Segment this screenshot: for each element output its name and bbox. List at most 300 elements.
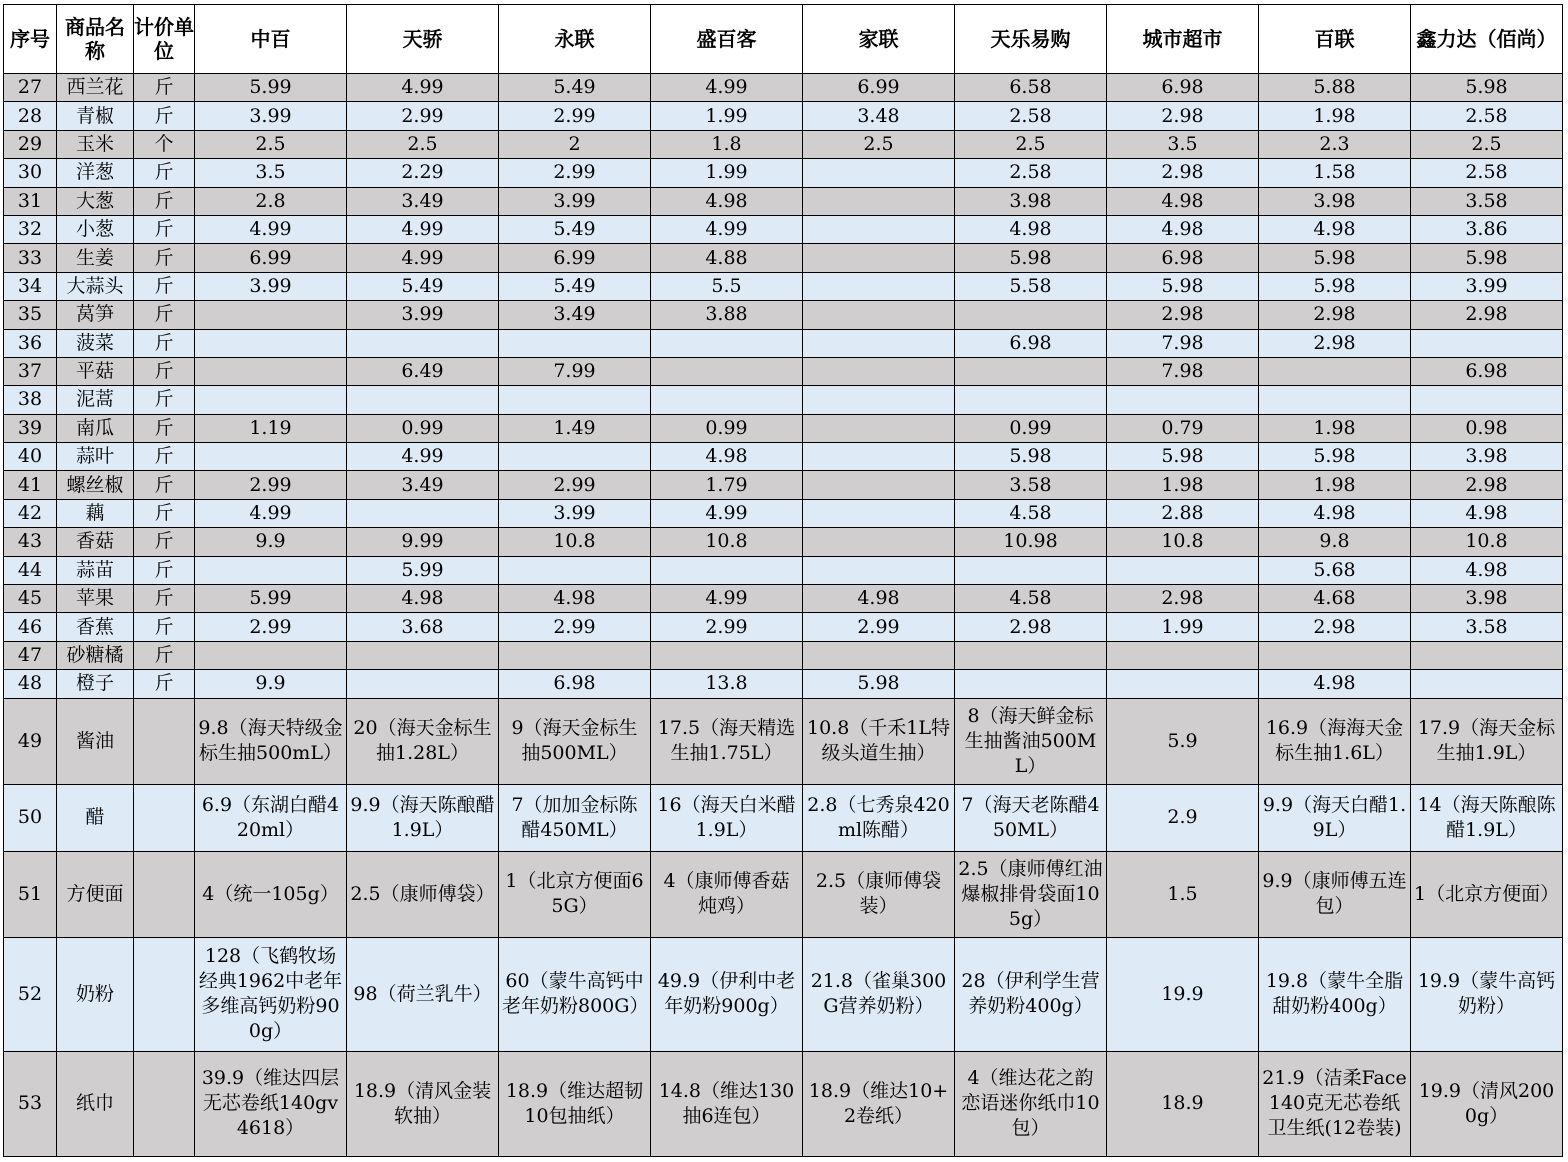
table-row	[4, 585, 1563, 613]
unit-cell: 斤	[134, 670, 195, 698]
price-cell: 2.58	[955, 159, 1107, 187]
row-number-cell: 31	[4, 187, 57, 215]
unit-cell: 斤	[134, 187, 195, 215]
price-cell: 6.99	[803, 74, 955, 102]
column-header: 商品名称	[57, 5, 134, 74]
price-cell: 4.99	[347, 443, 499, 471]
price-cell: 4.98	[651, 443, 803, 471]
row-number-cell: 47	[4, 641, 57, 669]
table-row	[4, 670, 1563, 698]
price-cell: 7.99	[499, 357, 651, 385]
price-cell: 13.8	[651, 670, 803, 698]
unit-cell: 斤	[134, 471, 195, 499]
table-row	[4, 244, 1563, 272]
price-cell	[1107, 386, 1259, 414]
price-cell: 6.98	[1107, 244, 1259, 272]
price-cell: 1.49	[499, 414, 651, 442]
price-cell: 3.99	[499, 499, 651, 527]
row-number-cell: 32	[4, 215, 57, 243]
price-cell	[803, 414, 955, 442]
price-cell: 6.49	[347, 357, 499, 385]
row-number-cell: 44	[4, 556, 57, 584]
price-cell: 9（海天金标生抽500ML）	[499, 698, 651, 784]
price-cell: 21.8（雀巢300G营养奶粉）	[803, 937, 955, 1051]
price-cell: 1.98	[1259, 414, 1411, 442]
price-cell: 3.99	[195, 272, 347, 300]
price-cell: 4.98	[1107, 187, 1259, 215]
row-number-cell: 36	[4, 329, 57, 357]
price-cell: 6.98	[1411, 357, 1563, 385]
product-name-cell: 莴笋	[57, 301, 134, 329]
row-number-cell: 35	[4, 301, 57, 329]
price-cell	[347, 499, 499, 527]
price-cell: 2.9	[1107, 784, 1259, 851]
price-cell: 10.98	[955, 528, 1107, 556]
unit-cell: 斤	[134, 215, 195, 243]
price-cell: 18.9（清风金装软抽）	[347, 1051, 499, 1156]
price-cell	[803, 443, 955, 471]
price-cell: 4.58	[955, 499, 1107, 527]
row-number-cell: 39	[4, 414, 57, 442]
price-cell: 2.58	[955, 102, 1107, 130]
price-cell	[1107, 641, 1259, 669]
price-cell: 5.98	[1259, 272, 1411, 300]
row-number-cell: 50	[4, 784, 57, 851]
price-cell: 19.9（清风2000g）	[1411, 1051, 1563, 1156]
price-cell: 0.98	[1411, 414, 1563, 442]
unit-cell: 斤	[134, 74, 195, 102]
row-number-cell: 49	[4, 698, 57, 784]
price-cell: 7（海天老陈醋450ML）	[955, 784, 1107, 851]
price-cell: 3.48	[803, 102, 955, 130]
price-cell: 2.98	[1107, 159, 1259, 187]
row-number-cell: 29	[4, 130, 57, 158]
unit-cell: 斤	[134, 272, 195, 300]
price-cell: 19.9	[1107, 937, 1259, 1051]
price-cell: 6.9（东湖白醋420ml）	[195, 784, 347, 851]
table-row	[4, 1051, 1563, 1156]
product-name-cell: 酱油	[57, 698, 134, 784]
price-cell: 0.99	[651, 414, 803, 442]
price-cell: 2.5（康师傅袋）	[347, 851, 499, 937]
product-name-cell: 藕	[57, 499, 134, 527]
price-cell: 5.9	[1107, 698, 1259, 784]
price-cell: 4.98	[347, 585, 499, 613]
product-name-cell: 砂糖橘	[57, 641, 134, 669]
price-cell: 3.68	[347, 613, 499, 641]
price-cell: 16（海天白米醋1.9L）	[651, 784, 803, 851]
price-cell: 5.49	[347, 272, 499, 300]
unit-cell: 斤	[134, 414, 195, 442]
price-cell: 1.98	[1259, 471, 1411, 499]
product-name-cell: 大葱	[57, 187, 134, 215]
price-cell: 2.58	[1411, 159, 1563, 187]
table-row	[4, 641, 1563, 669]
price-cell: 0.79	[1107, 414, 1259, 442]
product-name-cell: 小葱	[57, 215, 134, 243]
product-name-cell: 生姜	[57, 244, 134, 272]
price-cell: 2.5	[955, 130, 1107, 158]
unit-cell: 个	[134, 130, 195, 158]
price-cell: 6.99	[499, 244, 651, 272]
price-cell: 4.99	[651, 215, 803, 243]
product-name-cell: 青椒	[57, 102, 134, 130]
price-cell	[955, 386, 1107, 414]
price-cell: 1.5	[1107, 851, 1259, 937]
price-cell: 4（康师傅香菇炖鸡）	[651, 851, 803, 937]
price-cell: 5.88	[1259, 74, 1411, 102]
unit-cell: 斤	[134, 301, 195, 329]
price-cell: 28（伊利学生营养奶粉400g）	[955, 937, 1107, 1051]
price-cell: 3.49	[347, 187, 499, 215]
product-name-cell: 香蕉	[57, 613, 134, 641]
price-cell	[803, 386, 955, 414]
price-cell: 17.5（海天精选生抽1.75L）	[651, 698, 803, 784]
price-cell: 3.5	[1107, 130, 1259, 158]
product-name-cell: 螺丝椒	[57, 471, 134, 499]
price-cell: 4.99	[347, 244, 499, 272]
price-cell	[347, 329, 499, 357]
price-cell	[499, 443, 651, 471]
price-cell: 2.98	[1107, 585, 1259, 613]
price-cell	[1411, 641, 1563, 669]
product-name-cell: 大蒜头	[57, 272, 134, 300]
price-cell	[195, 556, 347, 584]
price-cell: 1.99	[651, 159, 803, 187]
price-cell: 4.88	[651, 244, 803, 272]
price-cell: 6.98	[1107, 74, 1259, 102]
table-row	[4, 851, 1563, 937]
row-number-cell: 53	[4, 1051, 57, 1156]
price-cell	[347, 386, 499, 414]
price-cell	[651, 556, 803, 584]
row-number-cell: 42	[4, 499, 57, 527]
price-cell	[195, 443, 347, 471]
row-number-cell: 28	[4, 102, 57, 130]
price-cell: 2.99	[499, 613, 651, 641]
price-cell	[499, 556, 651, 584]
price-cell: 2.5	[1411, 130, 1563, 158]
product-name-cell: 蒜苗	[57, 556, 134, 584]
price-cell	[347, 641, 499, 669]
table-row	[4, 159, 1563, 187]
product-name-cell: 醋	[57, 784, 134, 851]
price-cell: 6.99	[195, 244, 347, 272]
price-cell: 2.8	[195, 187, 347, 215]
column-header: 百联	[1259, 5, 1411, 74]
price-cell: 9.99	[347, 528, 499, 556]
price-cell: 3.88	[651, 301, 803, 329]
price-cell: 5.98	[1259, 443, 1411, 471]
price-cell: 2.98	[1259, 301, 1411, 329]
price-cell	[651, 357, 803, 385]
price-cell: 4.98	[803, 585, 955, 613]
price-cell	[803, 641, 955, 669]
price-cell: 1.98	[1259, 102, 1411, 130]
price-cell	[1107, 670, 1259, 698]
price-cell: 2.99	[347, 102, 499, 130]
price-cell: 4.98	[1259, 499, 1411, 527]
price-cell: 4.99	[651, 585, 803, 613]
price-cell	[195, 357, 347, 385]
price-cell: 1（北京方便面65G）	[499, 851, 651, 937]
price-cell: 9.9（海天白醋1.9L）	[1259, 784, 1411, 851]
header-row	[4, 5, 1563, 74]
table-row	[4, 329, 1563, 357]
price-cell: 4.98	[499, 585, 651, 613]
price-cell: 3.5	[195, 159, 347, 187]
price-cell	[803, 329, 955, 357]
price-cell: 3.49	[499, 301, 651, 329]
row-number-cell: 37	[4, 357, 57, 385]
price-cell: 5.49	[499, 74, 651, 102]
product-name-cell: 玉米	[57, 130, 134, 158]
price-cell	[803, 528, 955, 556]
price-cell: 5.49	[499, 215, 651, 243]
price-cell: 2.98	[1107, 102, 1259, 130]
unit-cell	[134, 698, 195, 784]
price-cell: 17.9（海天金标生抽1.9L）	[1411, 698, 1563, 784]
row-number-cell: 52	[4, 937, 57, 1051]
price-cell	[955, 357, 1107, 385]
price-cell: 18.9（维达10+2卷纸）	[803, 1051, 955, 1156]
price-cell	[347, 670, 499, 698]
price-cell	[955, 641, 1107, 669]
price-cell	[499, 641, 651, 669]
price-cell	[803, 244, 955, 272]
price-cell: 4.98	[1259, 670, 1411, 698]
product-name-cell: 苹果	[57, 585, 134, 613]
product-name-cell: 菠菜	[57, 329, 134, 357]
price-cell: 2.99	[499, 471, 651, 499]
price-cell: 2.5	[803, 130, 955, 158]
price-cell: 3.98	[1259, 187, 1411, 215]
price-cell: 3.49	[347, 471, 499, 499]
price-cell: 9.9	[195, 528, 347, 556]
price-cell	[803, 272, 955, 300]
price-cell: 0.99	[955, 414, 1107, 442]
table-row	[4, 613, 1563, 641]
row-number-cell: 43	[4, 528, 57, 556]
price-cell	[955, 556, 1107, 584]
price-cell: 5.98	[955, 244, 1107, 272]
table-row	[4, 556, 1563, 584]
row-number-cell: 48	[4, 670, 57, 698]
price-cell: 14（海天陈酿陈醋1.9L）	[1411, 784, 1563, 851]
price-cell	[803, 159, 955, 187]
unit-cell: 斤	[134, 443, 195, 471]
price-cell	[1259, 357, 1411, 385]
unit-cell: 斤	[134, 102, 195, 130]
table-row	[4, 357, 1563, 385]
price-cell: 39.9（维达四层无芯卷纸140gv4618）	[195, 1051, 347, 1156]
price-cell: 5.98	[1259, 244, 1411, 272]
price-cell: 4.99	[195, 499, 347, 527]
price-cell	[1411, 386, 1563, 414]
price-cell: 2.5	[195, 130, 347, 158]
price-cell: 3.58	[955, 471, 1107, 499]
price-cell: 1.98	[1107, 471, 1259, 499]
price-cell	[651, 386, 803, 414]
price-cell: 4.98	[1259, 215, 1411, 243]
price-cell: 2.99	[499, 159, 651, 187]
price-cell: 9.9（海天陈酿醋1.9L）	[347, 784, 499, 851]
price-cell: 2.98	[1411, 471, 1563, 499]
price-cell: 5.98	[1411, 74, 1563, 102]
price-cell: 18.9	[1107, 1051, 1259, 1156]
price-cell: 3.99	[1411, 272, 1563, 300]
price-cell	[1411, 670, 1563, 698]
price-cell: 128（飞鹤牧场经典1962中老年多维高钙奶粉900g）	[195, 937, 347, 1051]
row-number-cell: 40	[4, 443, 57, 471]
price-cell: 2.99	[803, 613, 955, 641]
price-cell: 6.58	[955, 74, 1107, 102]
price-cell: 4（统一105g）	[195, 851, 347, 937]
table-row	[4, 272, 1563, 300]
price-cell: 7（加加金标陈醋450ML）	[499, 784, 651, 851]
table-row	[4, 443, 1563, 471]
price-cell: 4（维达花之韵恋语迷你纸巾10包）	[955, 1051, 1107, 1156]
price-cell: 2.5	[347, 130, 499, 158]
price-cell	[195, 386, 347, 414]
row-number-cell: 41	[4, 471, 57, 499]
unit-cell: 斤	[134, 499, 195, 527]
price-cell: 19.9（蒙牛高钙奶粉）	[1411, 937, 1563, 1051]
price-cell: 2.99	[499, 102, 651, 130]
table-row	[4, 187, 1563, 215]
price-cell: 2.99	[651, 613, 803, 641]
price-cell: 2.29	[347, 159, 499, 187]
price-cell: 4.99	[347, 215, 499, 243]
price-cell: 5.68	[1259, 556, 1411, 584]
price-cell: 2.99	[195, 613, 347, 641]
unit-cell	[134, 784, 195, 851]
product-name-cell: 西兰花	[57, 74, 134, 102]
price-cell: 49.9（伊利中老年奶粉900g）	[651, 937, 803, 1051]
column-header: 天骄	[347, 5, 499, 74]
product-name-cell: 平菇	[57, 357, 134, 385]
price-cell: 2.98	[1411, 301, 1563, 329]
table-body	[4, 74, 1563, 1157]
price-cell: 5.58	[955, 272, 1107, 300]
row-number-cell: 33	[4, 244, 57, 272]
price-cell: 1.58	[1259, 159, 1411, 187]
column-header: 天乐易购	[955, 5, 1107, 74]
price-cell: 3.99	[195, 102, 347, 130]
price-cell: 5.5	[651, 272, 803, 300]
table-row	[4, 386, 1563, 414]
product-name-cell: 方便面	[57, 851, 134, 937]
price-cell: 20（海天金标生抽1.28L）	[347, 698, 499, 784]
column-header: 计价单位	[134, 5, 195, 74]
price-cell: 4.68	[1259, 585, 1411, 613]
row-number-cell: 30	[4, 159, 57, 187]
column-header: 永联	[499, 5, 651, 74]
price-cell: 2.88	[1107, 499, 1259, 527]
price-cell: 3.98	[1411, 443, 1563, 471]
price-cell: 6.98	[955, 329, 1107, 357]
price-cell	[803, 215, 955, 243]
product-name-cell: 纸巾	[57, 1051, 134, 1156]
price-cell: 5.99	[347, 556, 499, 584]
product-name-cell: 奶粉	[57, 937, 134, 1051]
price-comparison-table	[3, 4, 1563, 1157]
table-row	[4, 937, 1563, 1051]
row-number-cell: 51	[4, 851, 57, 937]
price-cell: 5.98	[1107, 443, 1259, 471]
price-cell: 2.98	[1259, 613, 1411, 641]
price-cell: 2.99	[195, 471, 347, 499]
price-cell	[955, 301, 1107, 329]
price-cell: 4.98	[1107, 215, 1259, 243]
table-row	[4, 74, 1563, 102]
price-cell: 1.79	[651, 471, 803, 499]
price-cell: 1.19	[195, 414, 347, 442]
unit-cell	[134, 1051, 195, 1156]
unit-cell: 斤	[134, 613, 195, 641]
price-cell	[1107, 556, 1259, 584]
price-cell: 4.98	[1411, 499, 1563, 527]
price-cell: 10.8	[1107, 528, 1259, 556]
price-cell	[1259, 641, 1411, 669]
price-cell: 5.98	[803, 670, 955, 698]
row-number-cell: 46	[4, 613, 57, 641]
price-cell: 2.58	[1411, 102, 1563, 130]
unit-cell: 斤	[134, 585, 195, 613]
product-name-cell: 橙子	[57, 670, 134, 698]
price-cell: 2.3	[1259, 130, 1411, 158]
column-header: 家联	[803, 5, 955, 74]
price-cell: 3.86	[1411, 215, 1563, 243]
price-cell: 2.5（康师傅袋装）	[803, 851, 955, 937]
price-cell: 5.98	[1107, 272, 1259, 300]
product-name-cell: 南瓜	[57, 414, 134, 442]
price-cell: 1（北京方便面）	[1411, 851, 1563, 937]
table-row	[4, 130, 1563, 158]
unit-cell: 斤	[134, 556, 195, 584]
column-header: 序号	[4, 5, 57, 74]
price-cell: 10.8（千禾1L特级头道生抽）	[803, 698, 955, 784]
price-cell: 16.9（海海天金标生抽1.6L）	[1259, 698, 1411, 784]
price-cell: 10.8	[1411, 528, 1563, 556]
price-cell: 8（海天鲜金标生抽酱油500ML）	[955, 698, 1107, 784]
table-row	[4, 215, 1563, 243]
price-cell: 98（荷兰乳牛）	[347, 937, 499, 1051]
price-cell: 3.98	[1411, 585, 1563, 613]
price-cell: 5.99	[195, 74, 347, 102]
table-row	[4, 471, 1563, 499]
price-cell: 60（蒙牛高钙中老年奶粉800G）	[499, 937, 651, 1051]
product-name-cell: 泥蒿	[57, 386, 134, 414]
table-row	[4, 102, 1563, 130]
price-cell: 10.8	[499, 528, 651, 556]
price-cell	[803, 187, 955, 215]
unit-cell	[134, 851, 195, 937]
unit-cell: 斤	[134, 641, 195, 669]
unit-cell: 斤	[134, 357, 195, 385]
price-cell: 4.99	[347, 74, 499, 102]
price-cell: 2	[499, 130, 651, 158]
price-cell	[1259, 386, 1411, 414]
price-cell: 2.5（康师傅红油爆椒排骨袋面105g）	[955, 851, 1107, 937]
price-cell	[803, 357, 955, 385]
price-cell: 7.98	[1107, 329, 1259, 357]
price-cell: 2.98	[955, 613, 1107, 641]
price-cell	[1411, 329, 1563, 357]
column-header: 城市超市	[1107, 5, 1259, 74]
price-cell: 14.8（维达130抽6连包）	[651, 1051, 803, 1156]
price-cell	[651, 329, 803, 357]
